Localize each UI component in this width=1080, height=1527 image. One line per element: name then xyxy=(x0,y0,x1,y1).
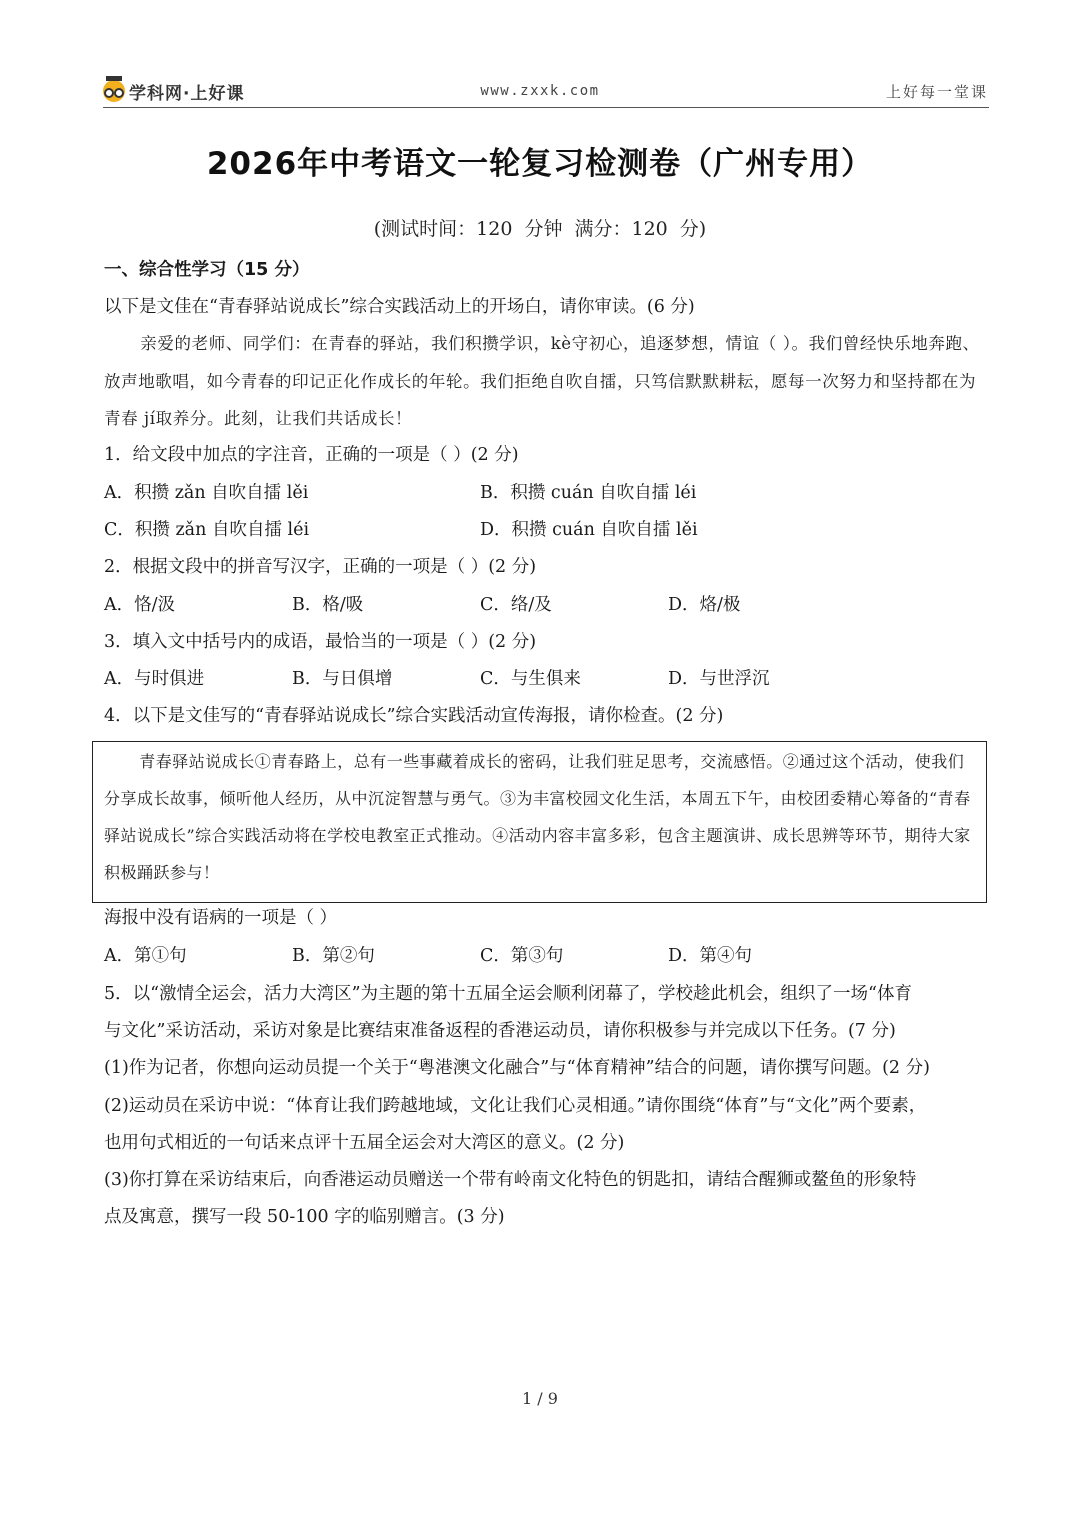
site-url: www.zxxk.com xyxy=(480,83,600,99)
q3-option-b: B．与日俱增 xyxy=(292,669,393,689)
question-5-stem-line1: 5．以“激情全运会，活力大湾区”为主题的第十五届全运会顺利闭幕了，学校趁此机会，组织了一场“体育 xyxy=(104,984,912,1004)
section-heading: 一、综合性学习（15 分） xyxy=(104,260,310,280)
q3-option-d: D．与世浮沉 xyxy=(668,669,770,689)
passage-text: 亲爱的老师、同学们：在青春的驿站，我们积攒学识，kè守初心，追逐梦想，情谊（ ）。我们曾经快乐地奔跑、放声地歌唱，如今青春的印记正化作成长的年轮。我们拒绝自吹自擂，只笃信默默耕耘，愿每一次努力和坚持都在为青春 jí取养分。此刻，让我们共话成长！ xyxy=(104,334,980,428)
q2-option-d: D．烙/极 xyxy=(668,595,741,615)
header-divider xyxy=(103,107,989,108)
page-number: 1 / 9 xyxy=(522,1389,558,1408)
q1-option-a: A．积攒 zǎn 自吹自擂 lěi xyxy=(104,483,309,503)
q1-option-d: D．积攒 cuán 自吹自擂 lěi xyxy=(480,520,698,540)
exam-info: (测试时间：120 分钟 满分：120 分) xyxy=(373,218,707,240)
q2-option-b: B．格/吸 xyxy=(292,595,364,615)
question-1-stem: 1．给文段中加点的字注音，正确的一项是（ ）(2 分) xyxy=(104,445,519,465)
question-4-stem: 4．以下是文佳写的“青春驿站说成长”综合实践活动宣传海报，请你检查。(2 分) xyxy=(104,706,724,726)
question-3-stem: 3．填入文中括号内的成语，最恰当的一项是（ ）(2 分) xyxy=(104,632,537,652)
q1-option-b: B．积攒 cuán 自吹自擂 léi xyxy=(480,483,697,503)
question-4-prompt: 海报中没有语病的一项是（ ） xyxy=(104,908,338,928)
q4-option-c: C．第③句 xyxy=(480,946,564,966)
section-intro: 以下是文佳在“青春驿站说成长”综合实践活动上的开场白，请你审读。(6 分) xyxy=(104,297,695,317)
question-5-sub3-line1: (3)你打算在采访结束后，向香港运动员赠送一个带有岭南文化特色的钥匙扣，请结合醒狮或鳌鱼的形象特 xyxy=(104,1170,917,1190)
q4-option-a: A．第①句 xyxy=(104,946,187,966)
question-2-stem: 2．根据文段中的拼音写汉字，正确的一项是（ ）(2 分) xyxy=(104,557,537,577)
question-5-sub2-line2: 也用句式相近的一句话来点评十五届全运会对大湾区的意义。(2 分) xyxy=(104,1133,625,1153)
q2-option-a: A．恪/汲 xyxy=(104,595,176,615)
question-5-sub3-line2: 点及寓意，撰写一段 50-100 字的临别赠言。(3 分) xyxy=(104,1207,505,1227)
q3-option-a: A．与时俱进 xyxy=(104,669,205,689)
question-5-stem-line2: 与文化”采访活动，采访对象是比赛结束准备返程的香港运动员，请你积极参与并完成以下任务。(7 分) xyxy=(104,1021,896,1041)
poster-text: 青春驿站说成长①青春路上，总有一些事藏着成长的密码，让我们驻足思考，交流感悟。②通过这个活动，使我们分享成长故事，倾听他人经历，从中沉淀智慧与勇气。③为丰富校园文化生活，本周五下午，由校团委精心筹备的“青春驿站说成长”综合实践活动将在学校电教室正式推动。④活动内容丰富多彩，包含主题演讲、成长思辨等环节，期待大家积极踊跃参与！ xyxy=(104,752,971,882)
question-5-sub2-line1: (2)运动员在采访中说：“体育让我们跨越地域，文化让我们心灵相通。”请你围绕“体育”与“文化”两个要素， xyxy=(104,1096,927,1116)
q1-option-c: C．积攒 zǎn 自吹自擂 léi xyxy=(104,520,310,540)
q4-option-d: D．第④句 xyxy=(668,946,753,966)
q2-option-c: C．络/及 xyxy=(480,595,552,615)
page-header xyxy=(0,0,1080,110)
header-slogan: 上好每一堂课 xyxy=(885,83,988,101)
question-5-sub1: (1)作为记者，你想向运动员提一个关于“粤港澳文化融合”与“体育精神”结合的问题，请你撰写问题。(2 分) xyxy=(104,1058,930,1078)
page-title: 2026年中考语文一轮复习检测卷（广州专用） xyxy=(206,146,874,182)
logo-text: 学科网·上好课 xyxy=(129,83,245,104)
q4-option-b: B．第②句 xyxy=(292,946,375,966)
q3-option-c: C．与生俱来 xyxy=(480,669,581,689)
